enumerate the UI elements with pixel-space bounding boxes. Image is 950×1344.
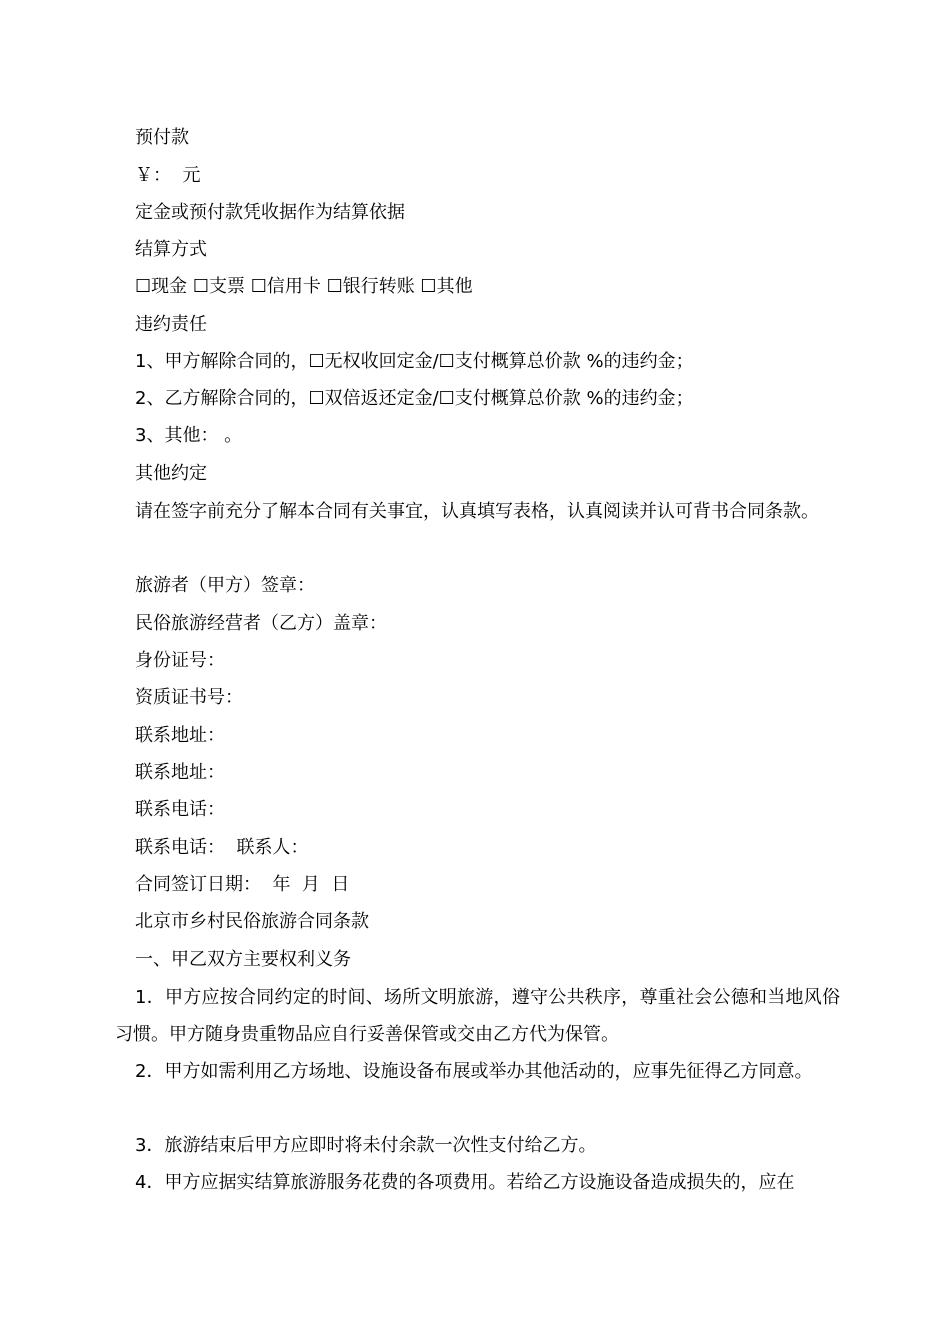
phone-contact-line: 联系电话： 联系人：: [135, 837, 309, 858]
clause-2: 2．甲方如需利用乙方场地、设施设备布展或举办其他活动的，应事先征得乙方同意。: [135, 1061, 813, 1082]
amount-line: ￥： 元: [135, 165, 201, 186]
clause-4: 4．甲方应据实结算旅游服务花费的各项费用。若给乙方设施设备造成损失的，应在: [135, 1172, 795, 1193]
liability-item-1: 1、甲方解除合同的，☐无权收回定金/☐支付概算总价款 %的违约金；: [135, 351, 694, 372]
reminder-paragraph: 请在签字前充分了解本合同有关事宜，认真填写表格，认真阅读并认可背书合同条款。: [135, 501, 819, 522]
liability-item-3: 3、其他： 。: [135, 425, 243, 446]
heading-other-terms: 其他约定: [135, 463, 207, 484]
payment-options-line: ☐现金 ☐支票 ☐信用卡 ☐银行转账 ☐其他: [135, 276, 473, 297]
contract-terms-title: 北京市乡村民俗旅游合同条款: [135, 911, 369, 932]
liability-item-2: 2、乙方解除合同的，☐双倍返还定金/☐支付概算总价款 %的违约金；: [135, 388, 694, 409]
clause-1-paragraph: 1．甲方应按合同约定的时间、场所文明旅游，遵守公共秩序，尊重社会公德和当地风俗习惯。甲方随身贵重物品应自行妥善保管或交由乙方代为保管。: [115, 987, 840, 1045]
qualification-number-line: 资质证书号：: [135, 687, 243, 708]
receipt-basis-line: 定金或预付款凭收据作为结算依据: [135, 202, 405, 223]
heading-prepayment: 预付款: [135, 127, 189, 148]
operator-seal-line: 民俗旅游经营者（乙方）盖章：: [135, 613, 387, 634]
address-line-2: 联系地址：: [135, 762, 225, 783]
heading-liability: 违约责任: [135, 314, 207, 335]
heading-settlement-method: 结算方式: [135, 239, 207, 260]
tourist-signature-line: 旅游者（甲方）签章：: [135, 575, 315, 596]
signing-date-line: 合同签订日期： 年 月 日: [135, 874, 350, 895]
id-number-line: 身份证号：: [135, 650, 225, 671]
section-heading-1: 一、甲乙双方主要权利义务: [135, 949, 351, 970]
clause-3: 3．旅游结束后甲方应即时将未付余款一次性支付给乙方。: [135, 1135, 597, 1156]
phone-line-1: 联系电话：: [135, 799, 225, 820]
address-line-1: 联系地址：: [135, 725, 225, 746]
